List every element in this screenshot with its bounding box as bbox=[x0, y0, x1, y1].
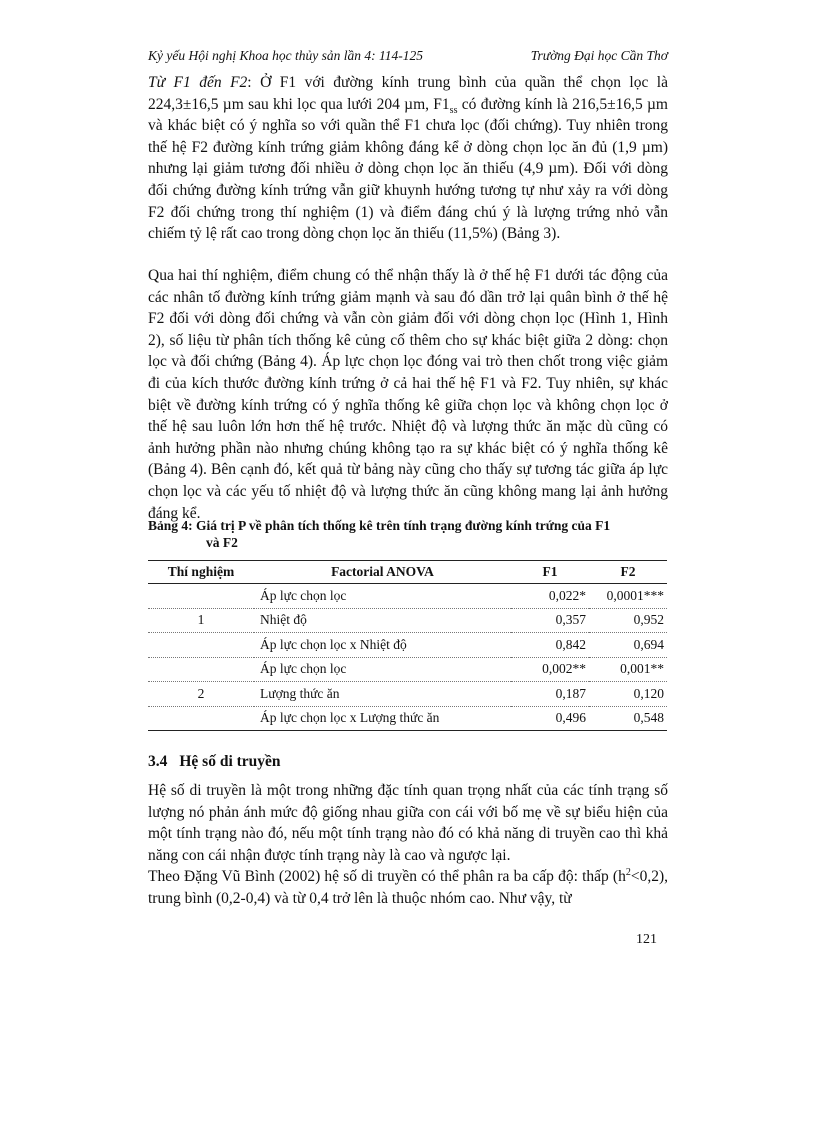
cell-f1: 0,002** bbox=[511, 657, 589, 682]
col-experiment: Thí nghiệm bbox=[148, 561, 254, 584]
cell-factor: Áp lực chọn lọc x Nhiệt độ bbox=[254, 633, 511, 658]
cell-experiment: 2 bbox=[148, 682, 254, 707]
paragraph-lead: Từ F1 đến F2 bbox=[148, 74, 248, 91]
col-f1: F1 bbox=[511, 561, 589, 584]
cell-experiment bbox=[148, 584, 254, 609]
cell-f2: 0,694 bbox=[589, 633, 667, 658]
table-caption bbox=[148, 517, 668, 551]
page-number: 121 bbox=[636, 932, 657, 947]
cell-f2: 0,120 bbox=[589, 682, 667, 707]
subscript: ss bbox=[449, 104, 458, 116]
anova-table bbox=[148, 560, 667, 731]
caption-line: Bảng 4: Giá trị P về phân tích thống kê trên tính trạng đường kính trứng của F1 bbox=[148, 518, 611, 533]
paragraph-summary: Qua hai thí nghiệm, điểm chung có thể nhận thấy là ở thế hệ F1 dưới tác động của các nhân tố đường kính trứng giảm mạnh và sau đó dần trở lại quân bình ở thế hệ F2 đối với dòng đối chứng và vẫn còn giảm đối với dòng chọn lọc (Hình 1, Hình 2), số liệu từ phân tích thống kê củng cố thêm cho sự khác biệt giữa 2 dòng: chọn lọc và đối chứng (Bảng 4). Áp lực chọn lọc đóng vai trò then chốt trong việc giảm đi của kích thước đường kính trứng ở cả hai thế hệ F1 và F2. Tuy nhiên, sự khác biệt về đường kính trứng có ý nghĩa thống kê giữa chọn lọc và không chọn lọc ở thế hệ sau luôn lớn hơn thế hệ trước. Nhiệt độ và lượng thức ăn mặc dù cũng có ảnh hưởng phần nào nhưng chúng không tạo ra sự khác biệt có ý nghĩa thống kê (Bảng 4). Bên cạnh đó, kết quả từ bảng này cũng cho thấy sự tương tác giữa áp lực chọn lọc và các yếu tố nhiệt độ và lượng thức ăn cũng không mang lại ảnh hưởng đáng kể. bbox=[148, 267, 668, 522]
cell-f1: 0,187 bbox=[511, 682, 589, 707]
cell-experiment bbox=[148, 706, 254, 731]
table-row bbox=[148, 584, 667, 609]
caption-line: và F2 bbox=[206, 535, 238, 550]
cell-factor: Áp lực chọn lọc bbox=[254, 584, 511, 609]
cell-f1: 0,357 bbox=[511, 608, 589, 633]
cell-factor: Áp lực chọn lọc bbox=[254, 657, 511, 682]
table-row bbox=[148, 706, 667, 731]
cell-f2: 0,548 bbox=[589, 706, 667, 731]
cell-experiment bbox=[148, 657, 254, 682]
paragraph-heritability: Hệ số di truyền là một trong những đặc tính quan trọng nhất của các tính trạng số lượng nó phản ánh mức độ giống nhau giữa con cái với bố mẹ về sự biểu hiện của một tính trạng nào đó, nếu một tính trạng nào đó có khả năng di truyền cao thì khả năng con cái nhận được tính trạng này là cao và ngược lại. bbox=[148, 782, 668, 864]
cell-f1: 0,022* bbox=[511, 584, 589, 609]
cell-f1: 0,842 bbox=[511, 633, 589, 658]
paragraph-heritability-levels bbox=[148, 866, 668, 909]
col-f2: F2 bbox=[589, 561, 667, 584]
section-title: Hệ số di truyền bbox=[179, 753, 281, 770]
section-number: 3.4 bbox=[148, 753, 168, 770]
cell-factor: Lượng thức ăn bbox=[254, 682, 511, 707]
table-row bbox=[148, 633, 667, 658]
header-university: Trường Đại học Cần Thơ bbox=[530, 48, 668, 63]
cell-factor: Áp lực chọn lọc x Lượng thức ăn bbox=[254, 706, 511, 731]
paragraph-text: có đường kính là 216,5±16,5 µm và khác biệt có ý nghĩa so với quần thể F1 chưa lọc (đối chứng). Tuy nhiên trong thế hệ F2 đường kính trứng giảm không đáng kể ở dòng chọn lọc ăn đủ (1,9 µm) nhưng lại giảm tương đối nhiều ở dòng chọn lọc ăn thiếu (4,9 µm). Đối với dòng đối chứng đường kính trứng vẫn giữ khuynh hướng tương tự như xảy ra với dòng F2 đối chứng trong thí nghiệm (1) và điểm đáng chú ý là lượng trứng nhỏ vẫn chiếm tỷ lệ rất cao trong dòng chọn lọc ăn thiếu (11,5%) (Bảng 3). bbox=[148, 95, 668, 243]
paragraph-text: <0,2), trung bình (0,2-0,4) và từ 0,4 trở lên là thuộc nhóm cao. Như vậy, từ bbox=[148, 868, 668, 907]
col-factorial-anova: Factorial ANOVA bbox=[254, 561, 511, 584]
table-row bbox=[148, 657, 667, 682]
running-header bbox=[148, 48, 668, 64]
paragraph-f1-f2 bbox=[148, 72, 668, 245]
table-header-row bbox=[148, 561, 667, 584]
cell-f2: 0,952 bbox=[589, 608, 667, 633]
cell-f1: 0,496 bbox=[511, 706, 589, 731]
cell-factor: Nhiệt độ bbox=[254, 608, 511, 633]
superscript: 2 bbox=[625, 866, 631, 878]
header-journal: Kỷ yếu Hội nghị Khoa học thủy sản lần 4: 114-125 bbox=[148, 48, 423, 63]
table-row bbox=[148, 682, 667, 707]
section-heading bbox=[148, 753, 281, 771]
paragraph-text: Theo Đặng Vũ Bình (2002) hệ số di truyền có thể phân ra ba cấp độ: thấp (h bbox=[148, 868, 626, 885]
table-row bbox=[148, 608, 667, 633]
cell-f2: 0,0001*** bbox=[589, 584, 667, 609]
cell-f2: 0,001** bbox=[589, 657, 667, 682]
cell-experiment bbox=[148, 633, 254, 658]
paragraph-text: : Ở F1 với đường kính trung bình của quần thể chọn lọc là 224,3±16,5 µm sau khi lọc qua lưới 204 µm, F1 bbox=[148, 74, 668, 113]
cell-experiment: 1 bbox=[148, 608, 254, 633]
